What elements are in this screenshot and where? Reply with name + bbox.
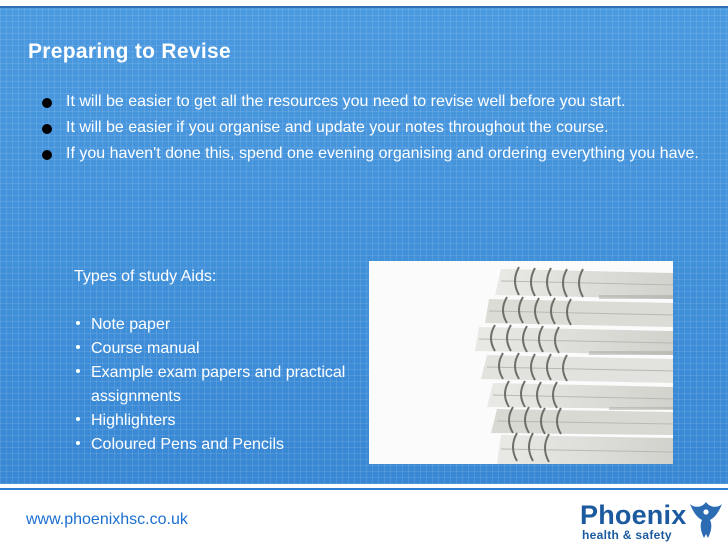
notebooks-illustration <box>369 261 673 464</box>
small-bullet-icon <box>76 321 80 325</box>
slide-title: Preparing to Revise <box>28 40 231 63</box>
bullet-item <box>40 91 700 113</box>
study-aid-text: Coloured Pens and Pencils <box>91 436 285 453</box>
phoenix-bird-icon <box>688 498 724 542</box>
small-bullet-icon <box>76 417 80 421</box>
logo-name: Phoenix <box>580 500 687 530</box>
spiral-notebooks-photo <box>369 261 673 464</box>
footer-divider <box>0 488 728 490</box>
bullet-text: If you haven't done this, spend one evening organising and ordering everything you have. <box>66 145 699 162</box>
study-aids-heading: Types of study Aids: <box>74 268 217 285</box>
study-aid-item <box>74 409 364 433</box>
study-aid-item <box>74 313 364 337</box>
bullet-dot-icon <box>42 124 52 134</box>
study-aid-item <box>74 337 364 361</box>
top-line <box>0 6 728 8</box>
study-aid-text: Highlighters <box>91 412 176 429</box>
bullet-item <box>40 117 700 139</box>
phoenix-logo <box>576 498 726 544</box>
study-aids-list <box>74 313 364 457</box>
bullet-text: It will be easier to get all the resources you need to revise well before you start. <box>66 93 626 110</box>
bullet-text: It will be easier if you organise and update your notes throughout the course. <box>66 119 609 136</box>
logo-tagline: health & safety <box>582 528 672 542</box>
small-bullet-icon <box>76 369 80 373</box>
study-aid-text: Example exam papers and practical assignments <box>91 364 346 405</box>
website-link[interactable]: www.phoenixhsc.co.uk <box>26 511 188 528</box>
bullet-dot-icon <box>42 98 52 108</box>
footer <box>0 484 728 546</box>
study-aids-section <box>74 266 364 457</box>
study-aid-item <box>74 361 364 409</box>
bullet-item <box>40 143 700 165</box>
main-bullet-list <box>40 91 700 169</box>
small-bullet-icon <box>76 345 80 349</box>
study-aid-text: Note paper <box>91 316 171 333</box>
study-aid-item <box>74 433 364 457</box>
small-bullet-icon <box>76 441 80 445</box>
bullet-dot-icon <box>42 150 52 160</box>
study-aid-text: Course manual <box>91 340 200 357</box>
